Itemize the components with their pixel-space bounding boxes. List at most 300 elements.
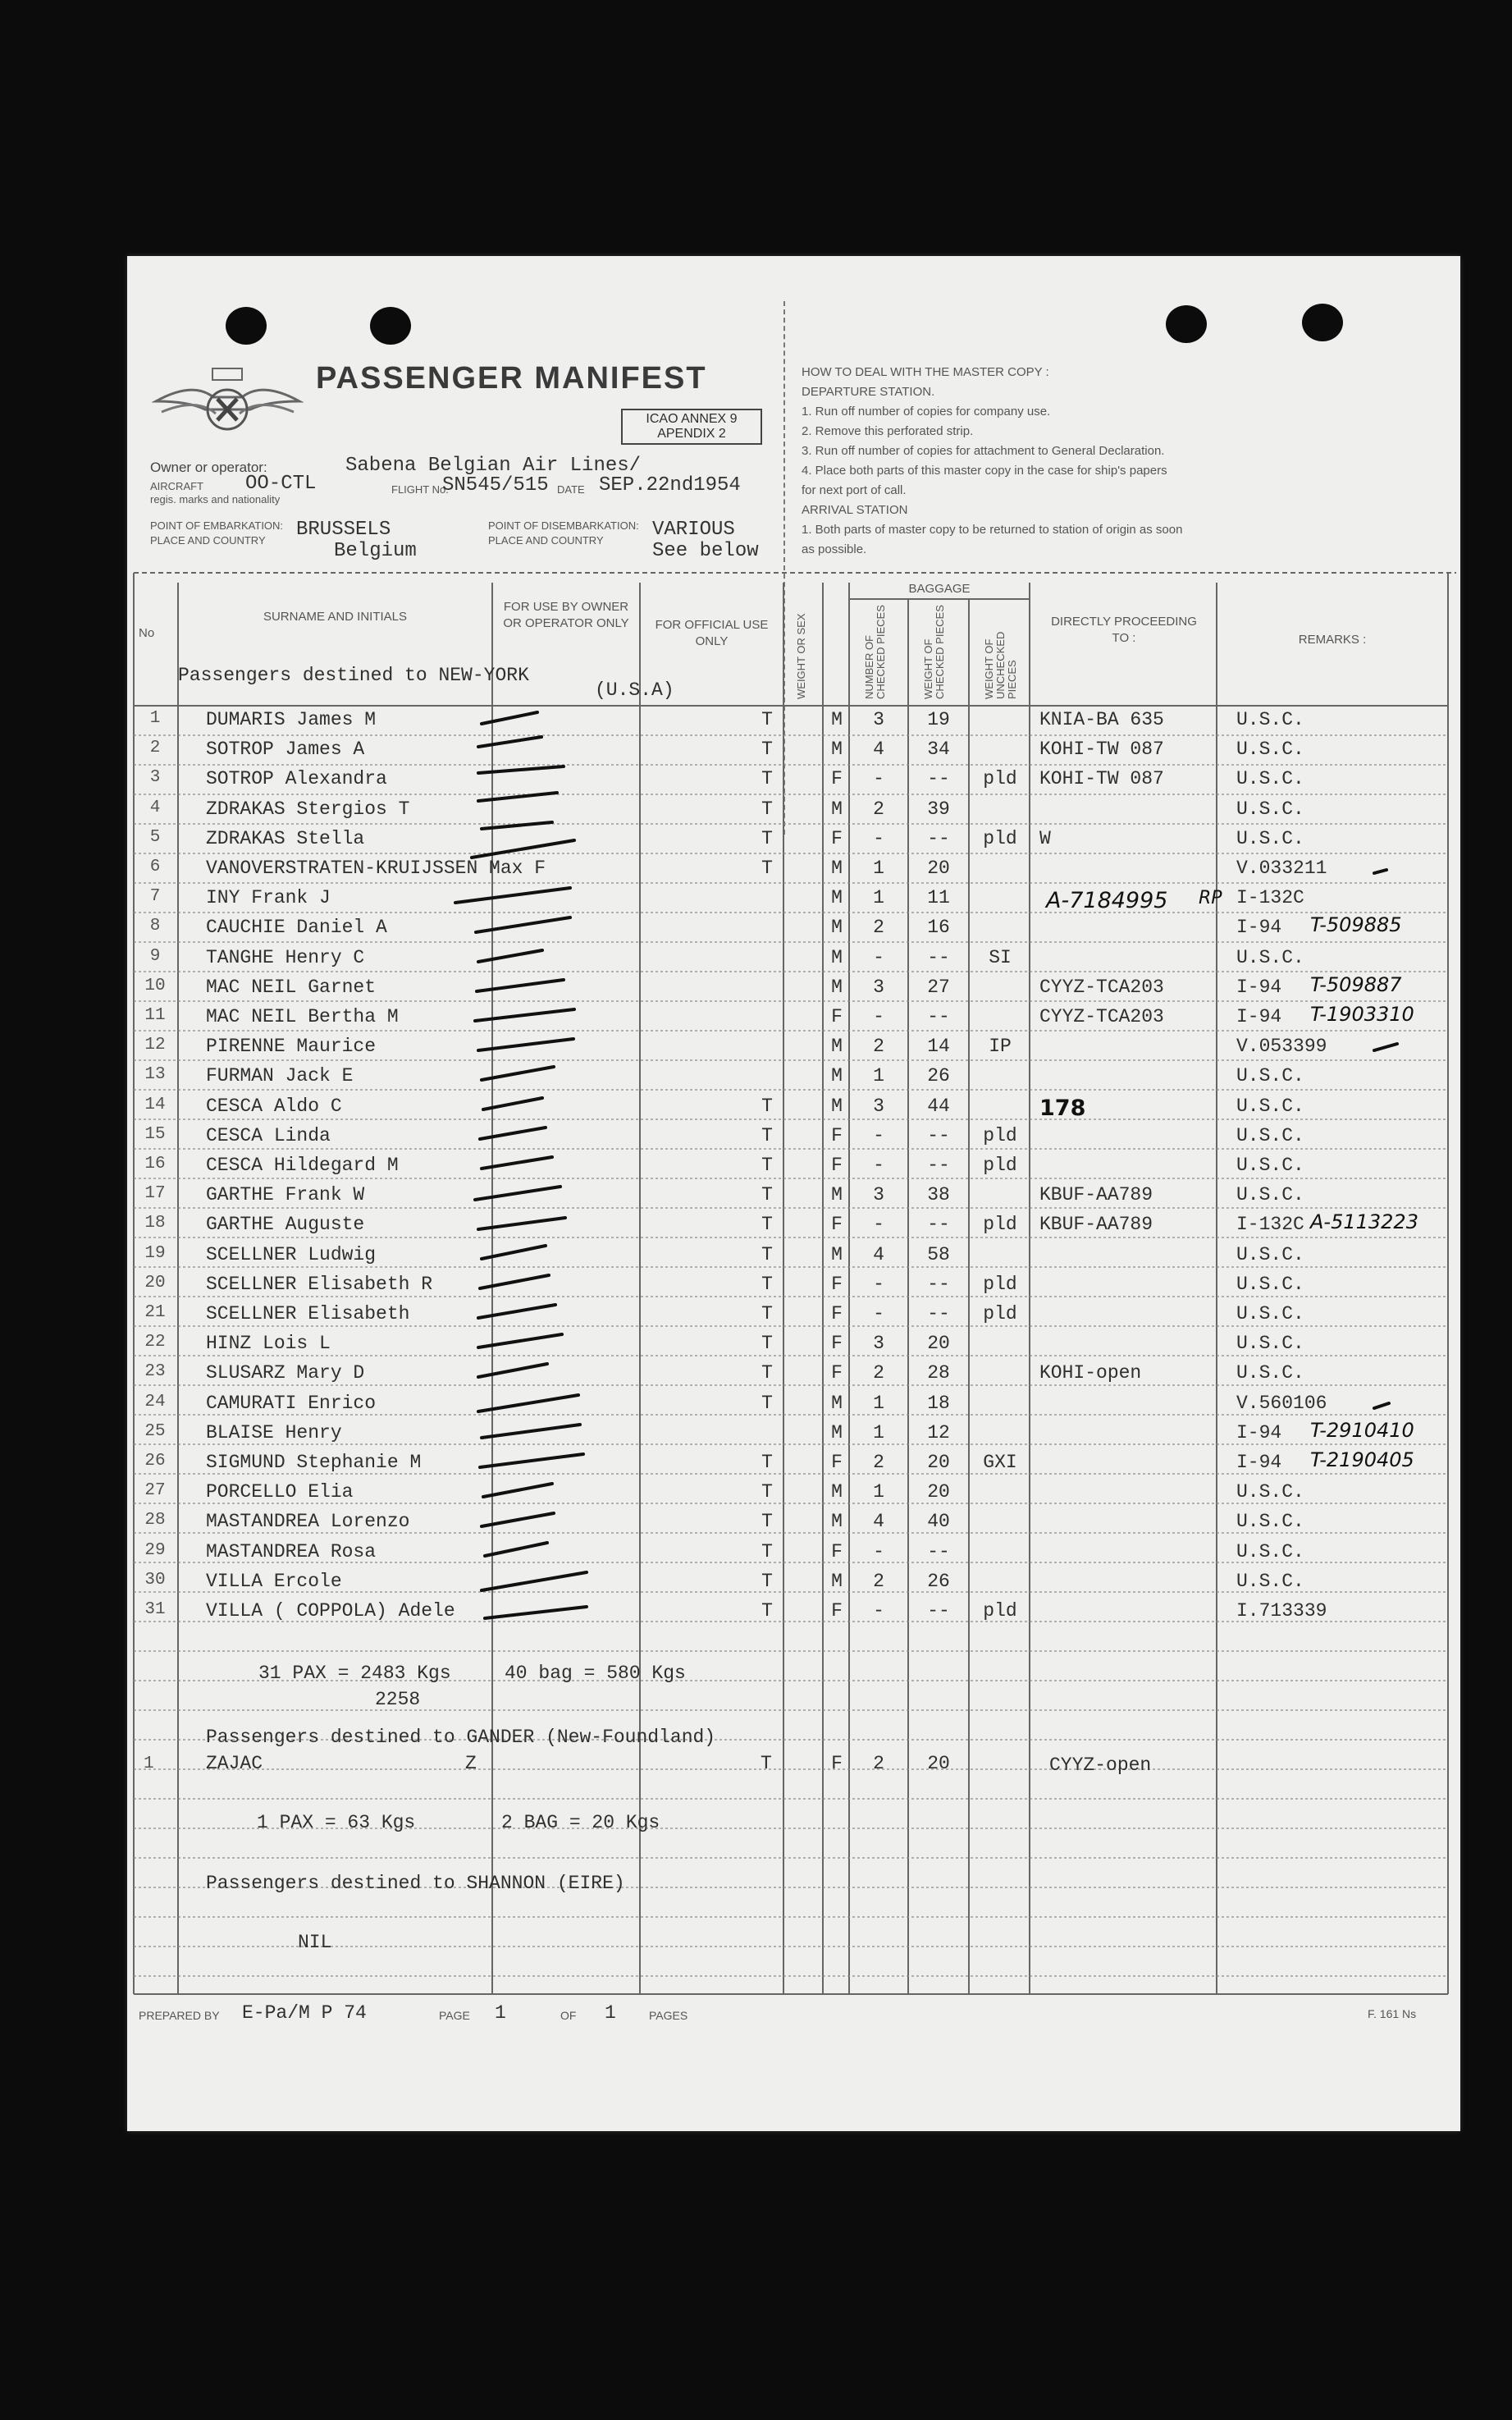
passenger-name: TANGHE Henry C: [206, 946, 365, 968]
row-number: 5: [149, 827, 161, 847]
row-destination: KOHI-TW 087: [1039, 768, 1164, 790]
row-checked-weight: 28: [927, 1362, 950, 1384]
passenger-name: VILLA Ercole: [206, 1570, 342, 1592]
row-checked-weight: 19: [927, 709, 950, 730]
owner-use-header: FOR USE BY OWNER OR OPERATOR ONLY: [503, 600, 629, 630]
row-destination: KOHI-TW 087: [1039, 739, 1164, 761]
row-checked-weight: 34: [927, 739, 950, 761]
row-number: 22: [144, 1333, 166, 1352]
passenger-name: MASTANDREA Rosa: [206, 1540, 377, 1562]
weight-checked-header: WEIGHT OF CHECKED PIECES: [922, 605, 946, 699]
passenger-name: GARTHE Auguste: [206, 1214, 365, 1236]
gander-no: 1: [144, 1754, 154, 1773]
row-remarks: V.053399: [1236, 1036, 1327, 1058]
row-sex: M: [831, 946, 843, 968]
passenger-name: CESCA Aldo C: [206, 1095, 342, 1117]
directly-header: DIRECTLY PROCEEDING TO :: [1051, 615, 1197, 645]
row-checked-weight: 58: [927, 1243, 950, 1265]
flight-label: FLIGHT No.: [391, 483, 449, 496]
row-checked-pieces: -: [873, 1540, 884, 1562]
row-sex: M: [831, 798, 843, 820]
gander-heading: Passengers destined to GANDER (New-Foundland): [206, 1727, 716, 1748]
row-unchecked-weight: pld: [983, 1273, 1017, 1295]
row-sex: M: [831, 1036, 843, 1058]
row-remarks: U.S.C.: [1236, 1511, 1304, 1533]
row-number: 11: [144, 1006, 166, 1025]
aircraft-sub-label: regis. marks and nationality: [150, 493, 281, 506]
disembark-value: VARIOUS: [652, 519, 735, 541]
number-checked-header: NUMBER OF CHECKED PIECES: [863, 605, 887, 699]
owner-value: Sabena Belgian Air Lines/: [345, 455, 642, 477]
shannon-nil: NIL: [298, 1932, 332, 1953]
row-number: 9: [149, 946, 161, 966]
row-checked-weight: 11: [927, 887, 950, 909]
row-number: 18: [144, 1214, 166, 1233]
passenger-name: SLUSARZ Mary D: [206, 1362, 365, 1384]
row-remarks: U.S.C.: [1236, 1362, 1304, 1384]
row-sex: M: [831, 976, 843, 998]
gander-initial: Z: [465, 1753, 477, 1774]
row-checked-pieces: -: [873, 1155, 884, 1176]
row-handwritten-note: T-509885: [1310, 913, 1402, 937]
baggage-header: BAGGAGE: [908, 582, 971, 596]
row-unchecked-weight: pld: [983, 1124, 1017, 1146]
passenger-name: SIGMUND Stephanie M: [206, 1452, 422, 1473]
row-sex: F: [831, 1452, 843, 1473]
passenger-name: MAC NEIL Bertha M: [206, 1006, 399, 1027]
passenger-name: SCELLNER Ludwig: [206, 1243, 377, 1265]
row-sex: M: [831, 739, 843, 761]
prepared-value: E-Pa/M P 74: [242, 2002, 367, 2024]
row-sex: F: [831, 1333, 843, 1355]
row-unchecked-weight: pld: [983, 1600, 1017, 1622]
row-checked-pieces: -: [873, 1303, 884, 1324]
passenger-name: CAMURATI Enrico: [206, 1392, 377, 1414]
row-remarks: I.713339: [1236, 1600, 1327, 1622]
row-unchecked-weight: pld: [983, 1303, 1017, 1324]
row-unchecked-weight: pld: [983, 1155, 1017, 1176]
handwritten-initials: RP: [1199, 888, 1222, 908]
shannon-heading: Passengers destined to SHANNON (EIRE): [206, 1873, 625, 1894]
passenger-name: GARTHE Frank W: [206, 1184, 365, 1206]
destined-new-york-heading: Passengers destined to NEW-YORK: [178, 665, 529, 686]
row-unchecked-weight: SI: [989, 946, 1012, 968]
passenger-name: DUMARIS James M: [206, 709, 377, 730]
row-remarks: U.S.C.: [1236, 739, 1304, 761]
row-remarks: I-94: [1236, 976, 1282, 998]
row-remarks: U.S.C.: [1236, 1303, 1304, 1324]
passenger-name: BLAISE Henry: [206, 1421, 342, 1443]
passenger-name: SOTROP Alexandra: [206, 768, 387, 790]
row-checked-weight: 26: [927, 1570, 950, 1592]
row-t-mark: T: [761, 1214, 773, 1236]
row-number: 10: [144, 976, 166, 995]
row-checked-pieces: 2: [873, 917, 884, 939]
row-remarks: V.033211: [1236, 858, 1327, 879]
row-checked-pieces: 1: [873, 887, 884, 909]
row-checked-pieces: -: [873, 946, 884, 968]
icao-line: ICAO ANNEX 9: [646, 412, 738, 426]
row-t-mark: T: [761, 709, 773, 730]
row-remarks: V.560106: [1236, 1392, 1327, 1414]
row-checked-pieces: 4: [873, 1243, 884, 1265]
row-unchecked-weight: pld: [983, 1214, 1017, 1236]
row-number: 26: [144, 1452, 166, 1471]
row-remarks: I-94: [1236, 1006, 1282, 1027]
row-checked-pieces: 1: [873, 1392, 884, 1414]
form-number: F. 161 Ns: [1368, 2007, 1417, 2020]
row-number: 28: [144, 1511, 166, 1530]
row-number: 31: [144, 1600, 166, 1619]
row-sex: M: [831, 1511, 843, 1533]
row-sex: M: [831, 1243, 843, 1265]
prepared-label: PREPARED BY: [139, 2009, 220, 2022]
row-sex: M: [831, 1095, 843, 1117]
instructions-arrival: ARRIVAL STATION: [802, 503, 908, 517]
row-checked-weight: --: [927, 1214, 950, 1236]
row-checked-pieces: 1: [873, 1065, 884, 1087]
instructions-departure: DEPARTURE STATION.: [802, 385, 935, 399]
disembark-sub-label: PLACE AND COUNTRY: [488, 534, 604, 547]
row-t-mark: T: [761, 1481, 773, 1503]
remarks-header: REMARKS :: [1298, 633, 1367, 647]
row-remarks: U.S.C.: [1236, 1243, 1304, 1265]
row-remarks: U.S.C.: [1236, 1481, 1304, 1503]
page-value: 1: [495, 2002, 506, 2024]
row-handwritten-note: A-5113223: [1310, 1210, 1418, 1234]
flight-value: SN545/515: [442, 474, 549, 496]
row-checked-pieces: 4: [873, 1511, 884, 1533]
row-sex: F: [831, 1006, 843, 1027]
row-checked-weight: --: [927, 1155, 950, 1176]
row-checked-weight: 20: [927, 1481, 950, 1503]
row-t-mark: T: [761, 1184, 773, 1206]
passenger-name: PORCELLO Elia: [206, 1481, 354, 1503]
row-remarks: U.S.C.: [1236, 709, 1304, 730]
disembark-note: See below: [652, 540, 759, 562]
gander-t: T: [761, 1753, 772, 1774]
row-t-mark: T: [761, 739, 773, 761]
row-checked-pieces: 1: [873, 858, 884, 879]
weight-sex-header: WEIGHT OR SEX: [795, 613, 807, 699]
handwritten-alien-number: A-7184995: [1046, 888, 1168, 913]
row-checked-pieces: -: [873, 1273, 884, 1295]
row-checked-pieces: 2: [873, 1036, 884, 1058]
embark-country: Belgium: [334, 540, 417, 562]
row-sex: M: [831, 858, 843, 879]
passenger-name: SOTROP James A: [206, 739, 365, 761]
row-remarks: U.S.C.: [1236, 1124, 1304, 1146]
row-checked-pieces: 2: [873, 1570, 884, 1592]
passenger-name: SCELLNER Elisabeth: [206, 1303, 410, 1324]
row-sex: M: [831, 1065, 843, 1087]
row-checked-weight: --: [927, 1540, 950, 1562]
row-destination: KOHI-open: [1039, 1362, 1142, 1384]
row-destination: KBUF-AA789: [1039, 1214, 1153, 1236]
row-number: 13: [144, 1065, 166, 1085]
row-t-mark: T: [761, 1392, 773, 1414]
surname-header: SURNAME AND INITIALS: [263, 610, 408, 624]
row-t-mark: T: [761, 858, 773, 879]
row-remarks: U.S.C.: [1236, 1065, 1304, 1087]
totals-bag: 40 bag = 580 Kgs: [505, 1663, 686, 1684]
instruction-item: as possible.: [802, 542, 867, 556]
row-t-mark: T: [761, 1570, 773, 1592]
row-checked-weight: 12: [927, 1421, 950, 1443]
row-sex: M: [831, 1421, 843, 1443]
row-remarks: U.S.C.: [1236, 798, 1304, 820]
row-remarks: I-132C: [1236, 1214, 1304, 1236]
row-handwritten-note: T-509887: [1310, 972, 1402, 996]
row-destination: 178: [1039, 1095, 1086, 1121]
row-number: 25: [144, 1421, 166, 1441]
row-checked-weight: --: [927, 1124, 950, 1146]
row-sex: M: [831, 1392, 843, 1414]
totals-corrected: 2258: [375, 1689, 421, 1710]
embark-label: POINT OF EMBARKATION:: [150, 519, 284, 532]
instruction-item: 3. Run off number of copies for attachment to General Declaration.: [802, 444, 1165, 458]
row-t-mark: T: [761, 1540, 773, 1562]
embark-sub-label: PLACE AND COUNTRY: [150, 534, 266, 547]
row-handwritten-note: T-2910410: [1310, 1418, 1414, 1442]
of-label: OF: [560, 2009, 577, 2022]
row-checked-weight: --: [927, 1006, 950, 1027]
pages-label: PAGES: [649, 2009, 688, 2022]
passenger-name: PIRENNE Maurice: [206, 1036, 377, 1058]
row-t-mark: T: [761, 1362, 773, 1384]
passenger-name: CESCA Hildegard M: [206, 1155, 399, 1176]
row-remarks: U.S.C.: [1236, 1184, 1304, 1206]
passenger-name: VANOVERSTRATEN-KRUIJSSEN Max F: [206, 858, 546, 879]
row-sex: F: [831, 827, 843, 849]
row-checked-pieces: 1: [873, 1481, 884, 1503]
owner-label: Owner or operator:: [150, 460, 267, 475]
row-number: 3: [149, 768, 161, 788]
row-destination: CYYZ-TCA203: [1039, 976, 1164, 998]
row-number: 29: [144, 1540, 166, 1560]
instruction-item: 4. Place both parts of this master copy in the case for ship's papers: [802, 464, 1167, 478]
gander-destination: CYYZ-open: [1049, 1754, 1152, 1776]
row-checked-weight: 20: [927, 1452, 950, 1473]
row-checked-pieces: 2: [873, 1452, 884, 1473]
row-checked-pieces: 1: [873, 1421, 884, 1443]
row-checked-pieces: 2: [873, 798, 884, 820]
gander-sex: F: [831, 1753, 843, 1774]
row-remarks: I-94: [1236, 1421, 1282, 1443]
row-destination: W: [1039, 827, 1051, 849]
row-sex: F: [831, 1273, 843, 1295]
row-checked-weight: 20: [927, 858, 950, 879]
row-t-mark: T: [761, 798, 773, 820]
page-label: PAGE: [439, 2009, 470, 2022]
row-number: 27: [144, 1481, 166, 1501]
page-title: PASSENGER MANIFEST: [316, 361, 707, 396]
row-checked-pieces: 3: [873, 976, 884, 998]
row-remarks: U.S.C.: [1236, 827, 1304, 849]
of-value: 1: [605, 2002, 616, 2024]
row-checked-weight: 27: [927, 976, 950, 998]
aircraft-value: OO-CTL: [245, 473, 317, 495]
row-number: 24: [144, 1392, 166, 1411]
gander-pieces: 2: [873, 1753, 884, 1774]
row-remarks: U.S.C.: [1236, 768, 1304, 790]
row-checked-pieces: 3: [873, 1333, 884, 1355]
row-t-mark: T: [761, 768, 773, 790]
row-sex: F: [831, 768, 843, 790]
row-number: 12: [144, 1036, 166, 1055]
row-remarks: U.S.C.: [1236, 1540, 1304, 1562]
instructions-heading: HOW TO DEAL WITH THE MASTER COPY :: [802, 365, 1049, 379]
row-number: 7: [149, 887, 161, 907]
row-remarks: I-94: [1236, 1452, 1282, 1473]
passenger-name: CAUCHIE Daniel A: [206, 917, 387, 939]
row-remarks: U.S.C.: [1236, 1570, 1304, 1592]
row-sex: M: [831, 1570, 843, 1592]
row-checked-weight: --: [927, 946, 950, 968]
gander-bag: 2 BAG = 20 Kgs: [501, 1812, 660, 1833]
row-t-mark: T: [761, 1511, 773, 1533]
passenger-name: VILLA ( COPPOLA) Adele: [206, 1600, 455, 1622]
row-checked-pieces: -: [873, 768, 884, 790]
row-checked-pieces: 3: [873, 1184, 884, 1206]
gander-name: ZAJAC: [206, 1753, 263, 1774]
row-sex: F: [831, 1155, 843, 1176]
disembark-label: POINT OF DISEMBARKATION:: [488, 519, 639, 532]
row-t-mark: T: [761, 1600, 773, 1622]
row-t-mark: T: [761, 1333, 773, 1355]
row-checked-pieces: -: [873, 827, 884, 849]
row-number: 23: [144, 1362, 166, 1382]
totals-line: 31 PAX = 2483 Kgs: [258, 1663, 451, 1684]
passenger-name: MASTANDREA Lorenzo: [206, 1511, 410, 1533]
row-number: 2: [149, 739, 161, 758]
row-sex: M: [831, 1481, 843, 1503]
row-sex: F: [831, 1540, 843, 1562]
row-number: 14: [144, 1095, 166, 1114]
instruction-item: 1. Both parts of master copy to be returned to station of origin as soon: [802, 523, 1183, 537]
row-checked-weight: 26: [927, 1065, 950, 1087]
weight-unchecked-header: WEIGHT OF UNCHECKED PIECES: [983, 631, 1018, 699]
row-destination: KBUF-AA789: [1039, 1184, 1153, 1206]
row-unchecked-weight: IP: [989, 1036, 1012, 1058]
passenger-name: CESCA Linda: [206, 1124, 331, 1146]
row-checked-weight: --: [927, 1303, 950, 1324]
row-checked-weight: 39: [927, 798, 950, 820]
row-t-mark: T: [761, 1452, 773, 1473]
row-number: 15: [144, 1124, 166, 1144]
passenger-name: FURMAN Jack E: [206, 1065, 354, 1087]
row-number: 17: [144, 1184, 166, 1204]
row-t-mark: T: [761, 827, 773, 849]
row-t-mark: T: [761, 1273, 773, 1295]
row-sex: M: [831, 917, 843, 939]
row-t-mark: T: [761, 1155, 773, 1176]
row-checked-pieces: 2: [873, 1362, 884, 1384]
row-t-mark: T: [761, 1124, 773, 1146]
row-handwritten-note: T-1903310: [1310, 1003, 1414, 1026]
row-checked-weight: 14: [927, 1036, 950, 1058]
row-checked-weight: --: [927, 1273, 950, 1295]
row-checked-pieces: -: [873, 1600, 884, 1622]
row-unchecked-weight: pld: [983, 768, 1017, 790]
passenger-name: ZDRAKAS Stergios T: [206, 798, 410, 820]
date-label: DATE: [557, 483, 585, 496]
icao-line: APENDIX 2: [657, 427, 726, 441]
row-number: 8: [149, 917, 161, 936]
row-t-mark: T: [761, 1095, 773, 1117]
row-sex: M: [831, 709, 843, 730]
row-remarks: U.S.C.: [1236, 1155, 1304, 1176]
row-sex: F: [831, 1214, 843, 1236]
row-checked-pieces: -: [873, 1214, 884, 1236]
embark-value: BRUSSELS: [296, 519, 391, 541]
row-checked-weight: 38: [927, 1184, 950, 1206]
row-remarks: I-132C: [1236, 887, 1304, 909]
row-unchecked-weight: pld: [983, 827, 1017, 849]
manifest-sheet: [127, 256, 1460, 2131]
passenger-name: ZDRAKAS Stella: [206, 827, 365, 849]
row-number: 4: [149, 798, 161, 817]
row-checked-pieces: 3: [873, 709, 884, 730]
aircraft-label: AIRCRAFT: [150, 480, 203, 492]
row-checked-pieces: -: [873, 1006, 884, 1027]
row-checked-weight: 16: [927, 917, 950, 939]
row-checked-weight: 18: [927, 1392, 950, 1414]
row-number: 30: [144, 1570, 166, 1590]
official-use-header: FOR OFFICIAL USE ONLY: [655, 618, 769, 648]
row-destination: CYYZ-TCA203: [1039, 1006, 1164, 1027]
instruction-item: for next port of call.: [802, 483, 907, 497]
row-sex: M: [831, 1184, 843, 1206]
row-t-mark: T: [761, 1243, 773, 1265]
row-sex: F: [831, 1600, 843, 1622]
row-number: 21: [144, 1303, 166, 1322]
row-number: 20: [144, 1273, 166, 1292]
passenger-name: MAC NEIL Garnet: [206, 976, 377, 998]
row-sex: M: [831, 887, 843, 909]
row-remarks: U.S.C.: [1236, 1095, 1304, 1117]
row-checked-weight: --: [927, 768, 950, 790]
passenger-name: INY Frank J: [206, 887, 331, 909]
row-checked-weight: 40: [927, 1511, 950, 1533]
row-checked-pieces: 4: [873, 739, 884, 761]
passenger-name: SCELLNER Elisabeth R: [206, 1273, 433, 1295]
row-checked-pieces: -: [873, 1124, 884, 1146]
row-number: 19: [144, 1243, 166, 1263]
row-sex: F: [831, 1303, 843, 1324]
row-remarks: I-94: [1236, 917, 1282, 939]
row-checked-weight: 44: [927, 1095, 950, 1117]
no-header: No: [139, 626, 155, 640]
row-number: 1: [149, 709, 161, 728]
row-checked-weight: --: [927, 1600, 950, 1622]
destined-country: (U.S.A): [595, 679, 674, 701]
row-t-mark: T: [761, 1303, 773, 1324]
row-remarks: U.S.C.: [1236, 1273, 1304, 1295]
date-value: SEP.22nd1954: [599, 474, 741, 496]
row-unchecked-weight: GXI: [983, 1452, 1017, 1473]
row-checked-pieces: 3: [873, 1095, 884, 1117]
row-remarks: U.S.C.: [1236, 1333, 1304, 1355]
row-checked-weight: --: [927, 827, 950, 849]
gander-weight: 20: [927, 1753, 950, 1774]
row-handwritten-note: T-2190405: [1310, 1448, 1414, 1471]
instruction-item: 2. Remove this perforated strip.: [802, 424, 974, 438]
row-number: 16: [144, 1155, 166, 1173]
row-checked-weight: 20: [927, 1333, 950, 1355]
row-number: 6: [149, 858, 161, 876]
row-sex: F: [831, 1362, 843, 1384]
